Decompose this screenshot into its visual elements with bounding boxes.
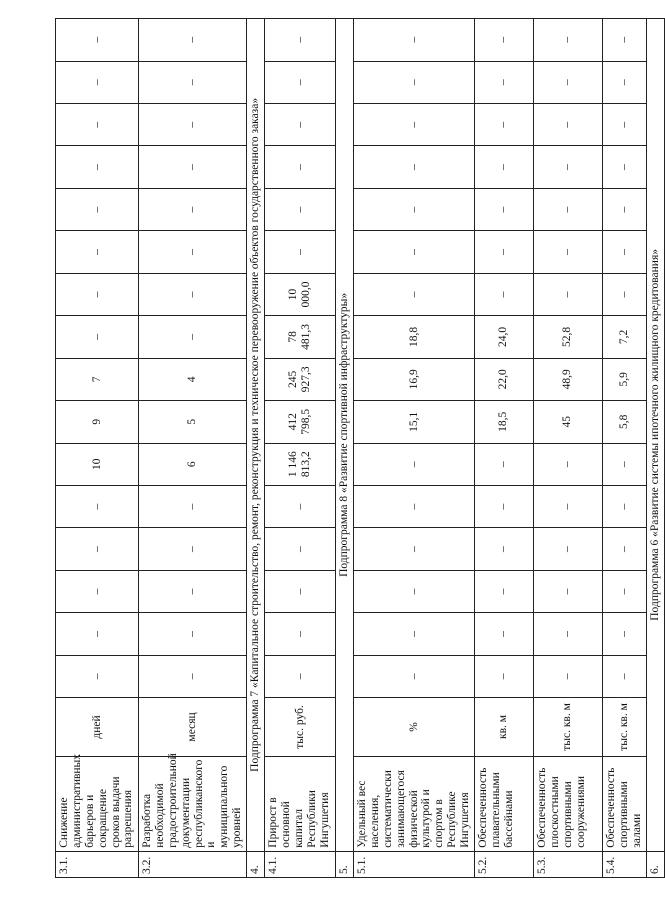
value-cell: – (474, 613, 533, 655)
value-cell: – (602, 613, 646, 655)
value-cell: – (474, 443, 533, 485)
value-cell: – (474, 528, 533, 570)
value-cell: – (56, 316, 139, 358)
value-cell: – (533, 485, 602, 527)
value-cell: – (602, 443, 646, 485)
value-cell: – (354, 61, 475, 103)
value-cell: 245 927,3 (265, 358, 336, 400)
indicator-name: Снижение административных барьеров и сокращение сроков выдачи разрешения (56, 756, 139, 851)
value-cell: 5,8 (602, 401, 646, 443)
value-cell: – (602, 273, 646, 315)
value-cell: – (533, 528, 602, 570)
value-cell: – (56, 570, 139, 612)
rotated-table-container (55, 18, 661, 878)
value-cell: 412 798,5 (265, 401, 336, 443)
value-cell: 48,9 (533, 358, 602, 400)
value-cell: – (56, 61, 139, 103)
value-cell: – (602, 61, 646, 103)
value-cell: – (56, 188, 139, 230)
value-cell: – (265, 231, 336, 273)
value-cell: – (139, 570, 247, 612)
value-cell: 10 000,0 (265, 273, 336, 315)
value-cell: – (265, 655, 336, 697)
value-cell: – (265, 613, 336, 655)
value-cell: – (265, 485, 336, 527)
value-cell: – (139, 613, 247, 655)
section-row (336, 19, 354, 878)
value-cell: 10 (56, 443, 139, 485)
value-cell: – (265, 188, 336, 230)
value-cell: – (533, 273, 602, 315)
value-cell: – (533, 104, 602, 146)
unit-cell: тыс. руб. (265, 698, 336, 757)
value-cell: – (56, 273, 139, 315)
value-cell: – (139, 19, 247, 62)
value-cell: – (474, 188, 533, 230)
value-cell: 9 (56, 401, 139, 443)
value-cell: – (56, 528, 139, 570)
indicator-name: Обеспеченность плавательными бассейнами (474, 756, 533, 851)
row-number: 5.2. (474, 851, 533, 877)
section-title: Подпрограмма 7 «Капитальное строительство, ремонт, реконструкция и техническое перевооружение объектов государственного заказа» (247, 19, 265, 852)
value-cell: 1 146 813,2 (265, 443, 336, 485)
value-cell: – (474, 61, 533, 103)
table-row (602, 19, 646, 878)
value-cell: 78 481,3 (265, 316, 336, 358)
value-cell: – (354, 528, 475, 570)
value-cell: – (354, 443, 475, 485)
value-cell: – (354, 570, 475, 612)
row-number: 3.1. (56, 851, 139, 877)
value-cell: – (56, 104, 139, 146)
value-cell: – (265, 104, 336, 146)
value-cell: 6 (139, 443, 247, 485)
value-cell: – (265, 146, 336, 188)
unit-cell: тыс. кв. м (533, 698, 602, 757)
value-cell: – (139, 61, 247, 103)
value-cell: – (56, 613, 139, 655)
indicator-name: Обеспеченность плоскостными спортивными сооружениями (533, 756, 602, 851)
indicator-name: Удельный вес населения, систематически занимающегося физической культурой и спортом в Республике Ингушетия (354, 756, 475, 851)
value-cell: – (354, 146, 475, 188)
row-number: 4.1. (265, 851, 336, 877)
value-cell: – (139, 188, 247, 230)
value-cell: – (265, 570, 336, 612)
table-row (474, 19, 533, 878)
value-cell: – (354, 19, 475, 62)
value-cell: 52,8 (533, 316, 602, 358)
value-cell: – (354, 188, 475, 230)
value-cell: 7 (56, 358, 139, 400)
row-number: 5.1. (354, 851, 475, 877)
indicator-name: Прирост в основной капитал Республики Ингушетия (265, 756, 336, 851)
value-cell: 15,1 (354, 401, 475, 443)
value-cell: – (602, 231, 646, 273)
value-cell: – (474, 19, 533, 62)
row-number: 5. (336, 851, 354, 877)
value-cell: 5,9 (602, 358, 646, 400)
row-number: 4. (247, 851, 265, 877)
value-cell: – (602, 146, 646, 188)
value-cell: – (533, 188, 602, 230)
value-cell: – (533, 613, 602, 655)
value-cell: – (354, 655, 475, 697)
value-cell: – (139, 316, 247, 358)
value-cell: 18,5 (474, 401, 533, 443)
value-cell: – (474, 273, 533, 315)
value-cell: – (56, 485, 139, 527)
value-cell: – (602, 19, 646, 62)
value-cell: – (139, 231, 247, 273)
table-row (265, 19, 336, 878)
value-cell: – (139, 528, 247, 570)
indicator-name: Разработка необходимой градостроительной документации республиканского и муниципального уровней (139, 756, 247, 851)
value-cell: – (533, 570, 602, 612)
value-cell: – (602, 528, 646, 570)
section-row (247, 19, 265, 878)
value-cell: – (56, 146, 139, 188)
unit-cell: дней (56, 698, 139, 757)
value-cell: – (139, 146, 247, 188)
value-cell: – (474, 570, 533, 612)
value-cell: – (354, 613, 475, 655)
value-cell: – (602, 655, 646, 697)
value-cell: 16,9 (354, 358, 475, 400)
table-row (139, 19, 247, 878)
unit-cell: тыс. кв. м (602, 698, 646, 757)
value-cell: – (602, 570, 646, 612)
value-cell: – (602, 188, 646, 230)
value-cell: – (533, 443, 602, 485)
value-cell: – (265, 61, 336, 103)
value-cell: 18,8 (354, 316, 475, 358)
value-cell: – (354, 485, 475, 527)
value-cell: – (56, 231, 139, 273)
value-cell: – (533, 146, 602, 188)
value-cell: 22,0 (474, 358, 533, 400)
value-cell: 24,0 (474, 316, 533, 358)
value-cell: – (474, 104, 533, 146)
row-number: 3.2. (139, 851, 247, 877)
value-cell: 5 (139, 401, 247, 443)
value-cell: – (474, 485, 533, 527)
unit-cell: кв. м (474, 698, 533, 757)
value-cell: – (533, 19, 602, 62)
table-row (354, 19, 475, 878)
row-number: 5.3. (533, 851, 602, 877)
section-row (646, 19, 664, 878)
value-cell: – (533, 655, 602, 697)
value-cell: – (56, 655, 139, 697)
indicators-table (55, 18, 665, 878)
value-cell: – (139, 485, 247, 527)
table-row (56, 19, 139, 878)
value-cell: – (474, 231, 533, 273)
value-cell: – (56, 19, 139, 62)
table-row (533, 19, 602, 878)
unit-cell: % (354, 698, 475, 757)
value-cell: – (354, 273, 475, 315)
value-cell: – (533, 61, 602, 103)
value-cell: – (602, 485, 646, 527)
value-cell: – (139, 273, 247, 315)
value-cell: 45 (533, 401, 602, 443)
row-number: 6. (646, 851, 664, 877)
value-cell: – (602, 104, 646, 146)
value-cell: 4 (139, 358, 247, 400)
value-cell: – (139, 104, 247, 146)
value-cell: – (139, 655, 247, 697)
section-title: Подпрограмма 6 «Развитие системы ипотечного жилищного кредитования» (646, 19, 664, 852)
value-cell: – (354, 231, 475, 273)
value-cell: – (474, 655, 533, 697)
value-cell: – (533, 231, 602, 273)
value-cell: – (265, 19, 336, 62)
value-cell: – (265, 528, 336, 570)
row-number: 5.4. (602, 851, 646, 877)
unit-cell: месяц (139, 698, 247, 757)
value-cell: 7,2 (602, 316, 646, 358)
indicator-name: Обеспеченность спортивными залами (602, 756, 646, 851)
section-title: Подпрограмма 8 «Развитие спортивной инфраструктуры» (336, 19, 354, 852)
value-cell: – (354, 104, 475, 146)
value-cell: – (474, 146, 533, 188)
